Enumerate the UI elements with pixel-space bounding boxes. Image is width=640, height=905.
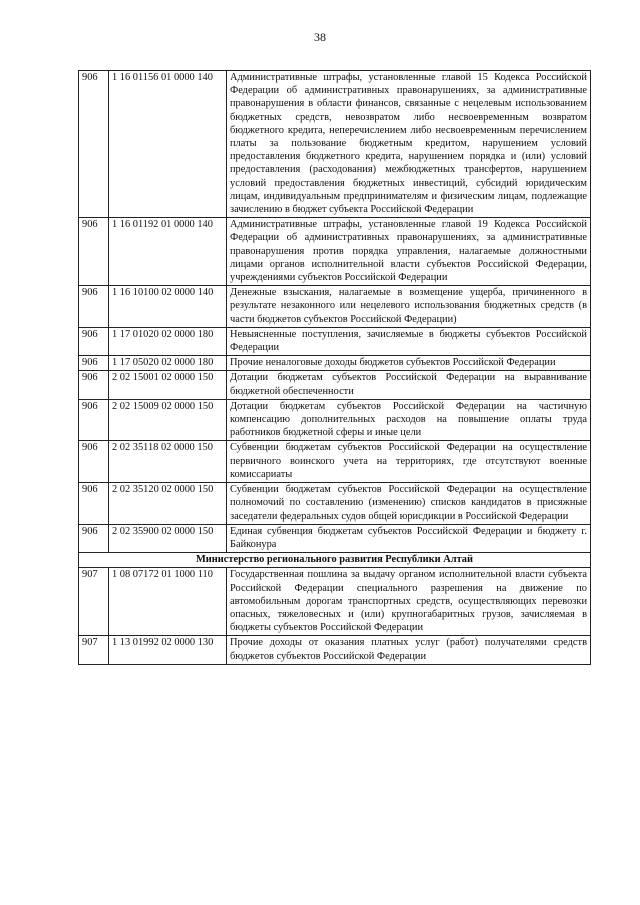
admin-code-cell: 906 xyxy=(79,524,109,552)
table-row xyxy=(79,399,591,441)
budget-code-cell: 2 02 35900 02 0000 150 xyxy=(109,524,227,552)
table-row xyxy=(79,286,591,328)
budget-code-cell: 1 13 01992 02 0000 130 xyxy=(109,636,227,664)
budget-code-cell: 1 08 07172 01 1000 110 xyxy=(109,568,227,636)
page-number: 38 xyxy=(314,30,326,44)
revenue-name-cell: Административные штрафы, установленные главой 19 Кодекса Российской Федерации об административных правонарушениях, за административные правонарушения против порядка управления, налагаемые должностными лицами органов исполнительной власти субъектов Российской Федерации, учреждениями субъектов Российской Федерации xyxy=(227,218,591,286)
table-row xyxy=(79,371,591,399)
revenue-name-cell: Невыясненные поступления, зачисляемые в бюджеты субъектов Российской Федерации xyxy=(227,327,591,355)
revenue-name-cell: Административные штрафы, установленные главой 15 Кодекса Российской Федерации об административных правонарушениях, за административные правонарушения в области финансов, связанные с нецелевым использованием бюджетных средств, невозвратом либо несвоевременным возвратом бюджетного кредита, неперечислением либо несвоевременным перечислением платы за пользование бюджетным кредитом, нарушением условий предоставления бюджетного кредита, нарушением порядка и (или) условий предоставления (расходования) межбюджетных трансфертов, нарушением условий предоставления бюджетных инвестиций, субсидий юридическим лицам, индивидуальным предпринимателям и физическим лицам, подлежащие зачислению в бюджет субъекта Российской Федерации xyxy=(227,71,591,218)
revenue-name-cell: Прочие доходы от оказания платных услуг (работ) получателями средств бюджетов субъектов Российской Федерации xyxy=(227,636,591,664)
table-row xyxy=(79,71,591,218)
admin-code-cell: 906 xyxy=(79,286,109,328)
table-row xyxy=(79,441,591,483)
table-row xyxy=(79,524,591,552)
admin-code-cell: 906 xyxy=(79,218,109,286)
table-row xyxy=(79,356,591,371)
revenue-name-cell: Единая субвенция бюджетам субъектов Российской Федерации и бюджету г. Байконура xyxy=(227,524,591,552)
revenue-name-cell: Субвенции бюджетам субъектов Российской Федерации на осуществление первичного воинского учета на территориях, где отсутствуют военные комиссариаты xyxy=(227,441,591,483)
admin-code-cell: 906 xyxy=(79,356,109,371)
revenue-name-cell: Прочие неналоговые доходы бюджетов субъектов Российской Федерации xyxy=(227,356,591,371)
table-row xyxy=(79,483,591,525)
budget-code-cell: 1 17 01020 02 0000 180 xyxy=(109,327,227,355)
budget-code-cell: 2 02 15001 02 0000 150 xyxy=(109,371,227,399)
budget-code-cell: 2 02 15009 02 0000 150 xyxy=(109,399,227,441)
revenue-name-cell: Субвенции бюджетам субъектов Российской Федерации на осуществление полномочий по составлению (изменению) списков кандидатов в присяжные заседатели федеральных судов общей юрисдикции в Российской Федерации xyxy=(227,483,591,525)
budget-revenue-table xyxy=(78,70,591,665)
table-row xyxy=(79,636,591,664)
section-row xyxy=(79,553,591,568)
admin-code-cell: 906 xyxy=(79,483,109,525)
table-body xyxy=(79,71,591,665)
budget-code-cell: 1 16 01192 01 0000 140 xyxy=(109,218,227,286)
admin-code-cell: 906 xyxy=(79,441,109,483)
admin-code-cell: 907 xyxy=(79,636,109,664)
budget-code-cell: 2 02 35118 02 0000 150 xyxy=(109,441,227,483)
budget-code-cell: 1 16 01156 01 0000 140 xyxy=(109,71,227,218)
budget-code-cell: 1 17 05020 02 0000 180 xyxy=(109,356,227,371)
table-row xyxy=(79,218,591,286)
admin-code-cell: 906 xyxy=(79,327,109,355)
table-row xyxy=(79,568,591,636)
revenue-name-cell: Государственная пошлина за выдачу органом исполнительной власти субъекта Российской Федерации специального разрешения на движение по автомобильным дорогам транспортных средств, осуществляющих перевозки опасных, тяжеловесных и (или) крупногабаритных грузов, зачисляемая в бюджеты субъектов Российской Федерации xyxy=(227,568,591,636)
revenue-name-cell: Дотации бюджетам субъектов Российской Федерации на выравнивание бюджетной обеспеченности xyxy=(227,371,591,399)
admin-code-cell: 906 xyxy=(79,71,109,218)
admin-code-cell: 906 xyxy=(79,371,109,399)
revenue-name-cell: Дотации бюджетам субъектов Российской Федерации на частичную компенсацию дополнительных расходов на повышение оплаты труда работников бюджетной сферы и иные цели xyxy=(227,399,591,441)
table-row xyxy=(79,327,591,355)
revenue-name-cell: Денежные взыскания, налагаемые в возмещение ущерба, причиненного в результате незаконного или нецелевого использования бюджетных средств (в части бюджетов субъектов Российской Федерации) xyxy=(227,286,591,328)
section-title: Министерство регионального развития Республики Алтай xyxy=(79,553,591,568)
admin-code-cell: 907 xyxy=(79,568,109,636)
admin-code-cell: 906 xyxy=(79,399,109,441)
budget-code-cell: 2 02 35120 02 0000 150 xyxy=(109,483,227,525)
budget-code-cell: 1 16 10100 02 0000 140 xyxy=(109,286,227,328)
